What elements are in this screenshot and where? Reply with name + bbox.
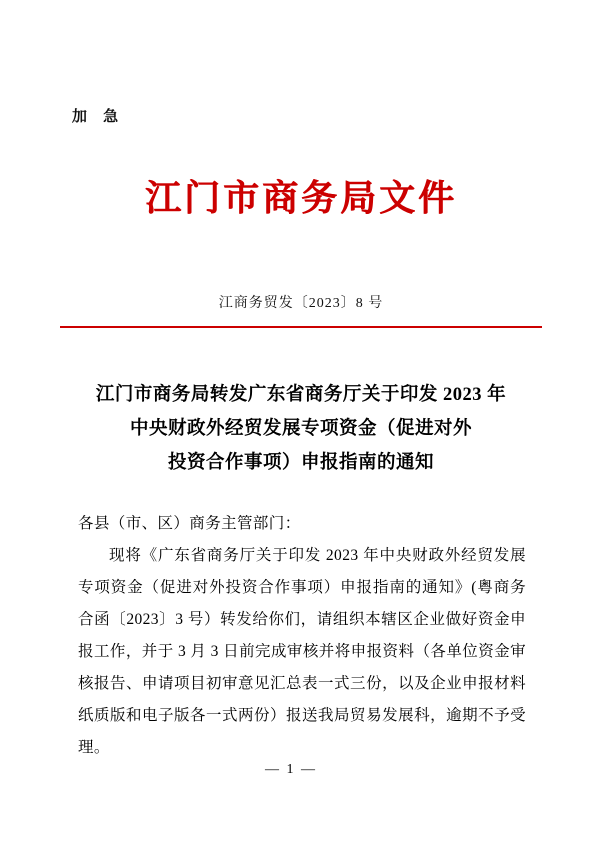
urgency-mark: 加 急: [72, 108, 125, 125]
page-number: — 1 —: [265, 762, 317, 777]
salutation: 各县（市、区）商务主管部门：: [78, 515, 301, 532]
page-title-line-3: 投资合作事项）申报指南的通知: [167, 453, 434, 473]
page-title: [72, 378, 530, 480]
page-title-line-1: 江门市商务局转发广东省商务厅关于印发 2023 年: [95, 385, 507, 405]
document-number: 江商务贸发〔2023〕8 号: [218, 296, 384, 311]
document-body: [78, 508, 526, 764]
issuer-title: 江门市商务局文件: [144, 178, 457, 218]
red-divider-rule: [60, 326, 542, 328]
body-paragraph: 现将《广东省商务厅关于印发 2023 年中央财政外经贸发展专项资金（促进对外投资合作事项）申报指南的通知》(粤商务合函〔2023〕3 号）转发给你们，请组织本辖区企业做好资金申报工作，并于 3 月 3 日前完成审核并将申报资料（各单位资金审核报告、申请项目初审意见汇总表一式三份，以及企业申报材料纸质版和电子版各一式两份）报送我局贸易发展科，逾期不予受理。: [78, 547, 526, 756]
page-title-line-2: 中央财政外经贸发展专项资金（促进对外: [129, 419, 472, 439]
